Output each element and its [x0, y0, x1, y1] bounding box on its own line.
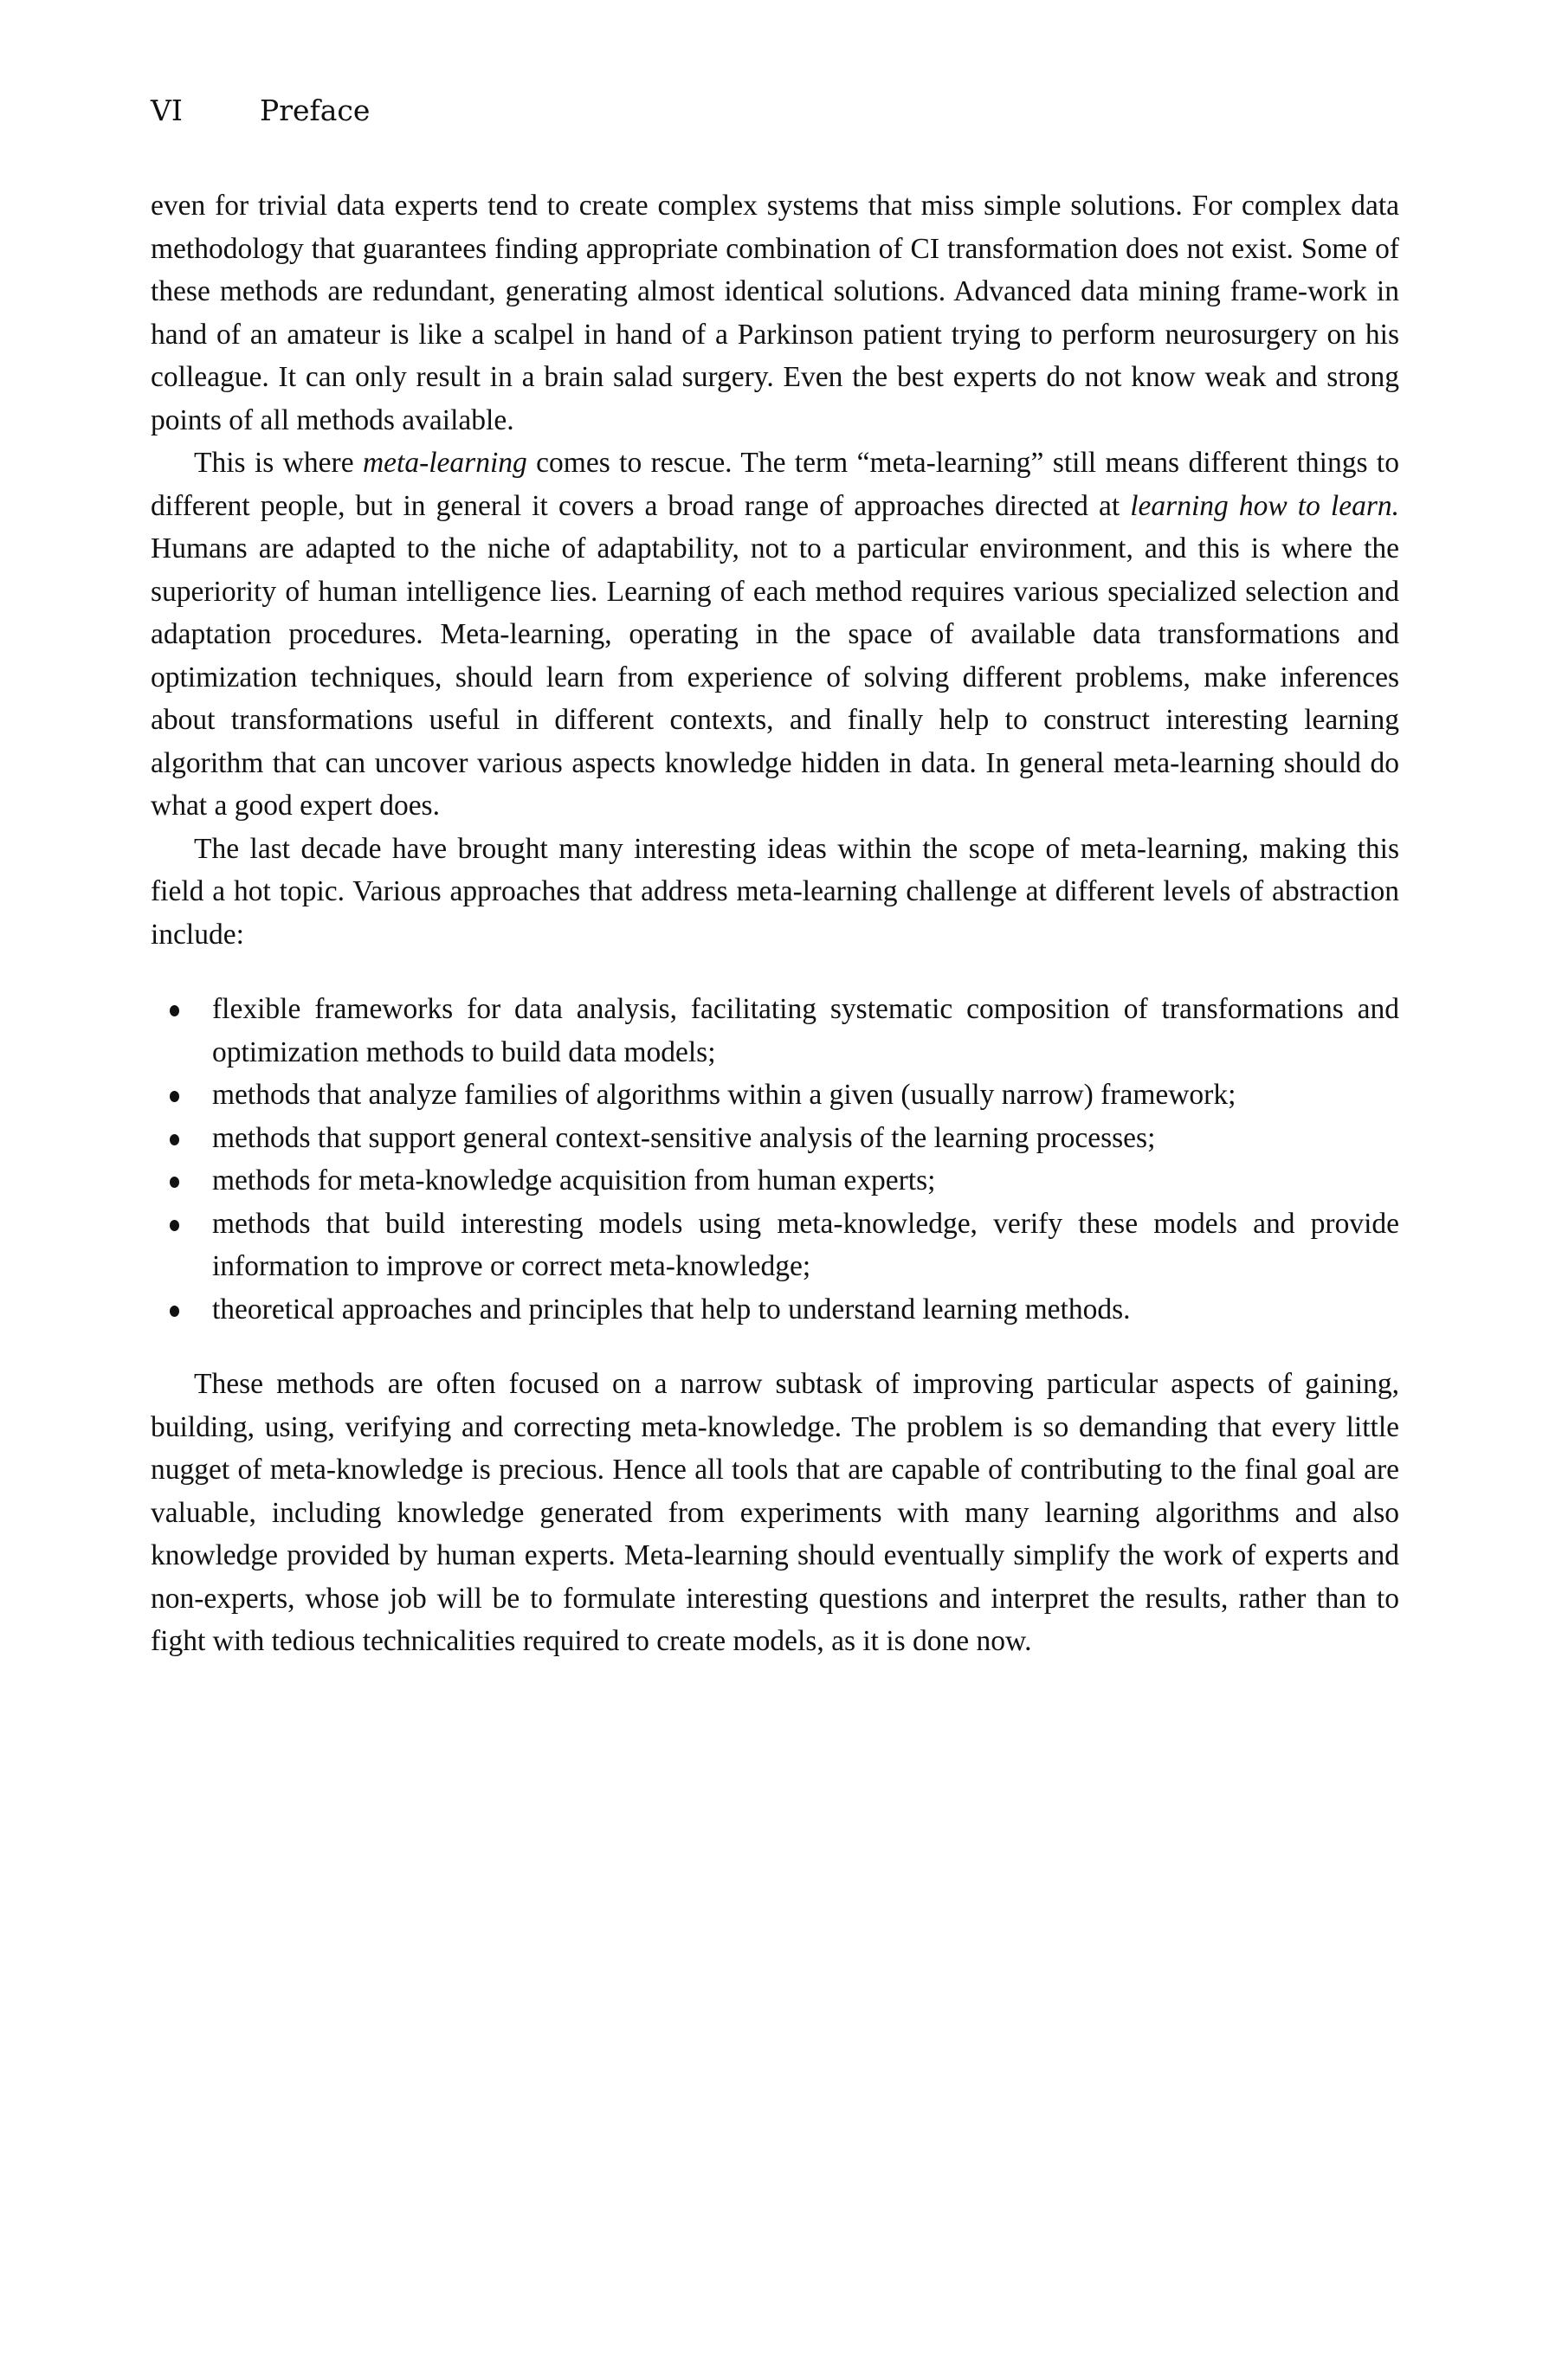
emphasis-meta-learning: meta-learning — [362, 447, 527, 479]
paragraph-3 — [151, 828, 1399, 957]
paragraph-text: comes to rescue. The term “meta-learning” still means different things to different people, but in general it covers a broad range of approaches directed at — [151, 447, 1399, 522]
page-number: VI — [151, 94, 183, 127]
bullet-icon — [170, 1091, 179, 1102]
list-item-text: theoretical approaches and principles that help to understand learning methods. — [212, 1293, 1131, 1325]
paragraph-text: Humans are adapted to the niche of adaptability, not to a particular environment, and this is where the superiority of human intelligence lies. Learning of each method requires various specialized selection and adaptation procedures. Meta-learning, operating in the space of available data transformations and optimization techniques, should learn from experience of solving different problems, make inferences about transformations useful in different contexts, and finally help to construct interesting learning algorithm that can uncover various aspects knowledge hidden in data. In general meta-learning should do what a good expert does. — [151, 532, 1399, 822]
emphasis-learning-how-to-learn: learning how to learn. — [1130, 489, 1400, 522]
list-item — [151, 1288, 1399, 1332]
list-item-text: methods that analyze families of algorithms within a given (usually narrow) framework; — [212, 1079, 1236, 1111]
list-item-text: methods that build interesting models using meta-knowledge, verify these models and provide information to improve or correct meta-knowledge; — [212, 1207, 1399, 1282]
list-item — [151, 1203, 1399, 1288]
paragraph-text: even for trivial data experts tend to create complex systems that miss simple solutions. For complex data methodology that guarantees finding appropriate combination of CI transformation does not exist. Some of these methods are redundant, generating almost identical solutions. Advanced data mining frame-work in hand of an amateur is like a scalpel in hand of a Parkinson patient trying to perform neurosurgery on his colleague. It can only result in a brain salad surgery. Even the best experts do not know weak and strong points of all methods available. — [151, 190, 1399, 436]
closing-paragraph — [151, 1363, 1399, 1663]
list-item-text: methods for meta-knowledge acquisition from human experts; — [212, 1164, 936, 1196]
paragraph-text: These methods are often focused on a narrow subtask of improving particular aspects of gaining, building, using, verifying and correcting meta-knowledge. The problem is so demanding that every little nugget of meta-knowledge is precious. Hence all tools that are capable of contributing to the final goal are valuable, including knowledge generated from experiments with many learning algorithms and also knowledge provided by human experts. Meta-learning should eventually simplify the work of experts and non-experts, whose job will be to formulate interesting questions and interpret the results, rather than to fight with tedious technicalities required to create models, as it is done now. — [151, 1368, 1399, 1657]
list-item — [151, 988, 1399, 1074]
approaches-list — [151, 988, 1399, 1331]
paragraph-text: The last decade have brought many interesting ideas within the scope of meta-learning, making this field a hot topic. Various approaches that address meta-learning challenge at different levels of abstraction include: — [151, 832, 1399, 951]
bullet-icon — [170, 1177, 179, 1188]
bullet-icon — [170, 1005, 179, 1016]
running-head — [151, 94, 370, 128]
list-item — [151, 1159, 1399, 1203]
bullet-icon — [170, 1306, 179, 1317]
paragraph-text: This is where — [194, 447, 363, 479]
bullet-icon — [170, 1220, 179, 1231]
paragraph-2 — [151, 442, 1399, 828]
page-body — [151, 184, 1399, 1663]
list-item-text: flexible frameworks for data analysis, facilitating systematic composition of transformations and optimization methods to build data models; — [212, 993, 1399, 1068]
list-item — [151, 1074, 1399, 1117]
bullet-icon — [170, 1134, 179, 1145]
paragraph-1 — [151, 184, 1399, 442]
section-title: Preface — [260, 94, 371, 127]
list-item — [151, 1117, 1399, 1160]
list-item-text: methods that support general context-sensitive analysis of the learning processes; — [212, 1121, 1156, 1154]
